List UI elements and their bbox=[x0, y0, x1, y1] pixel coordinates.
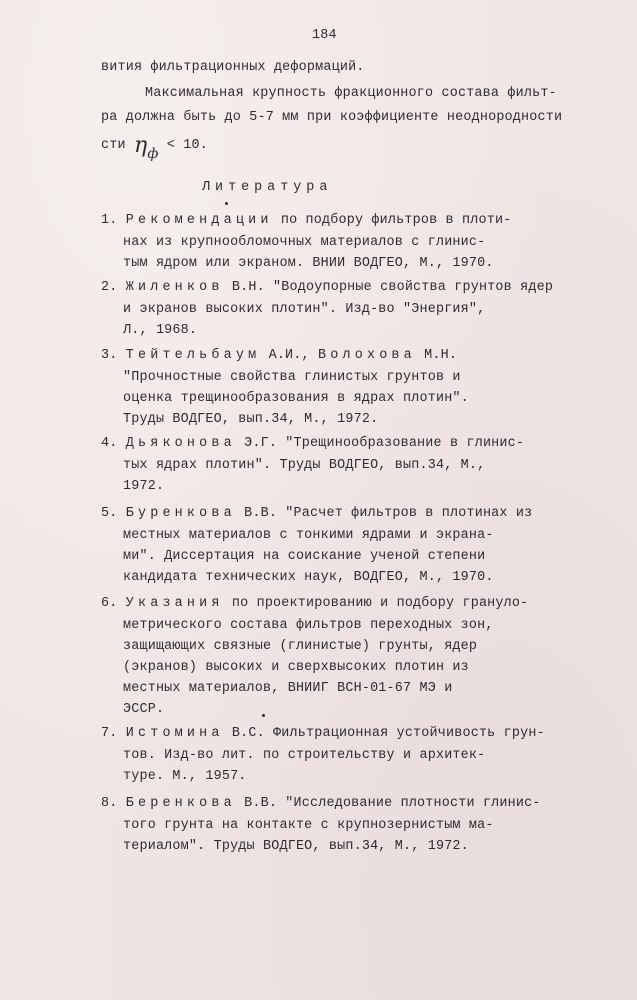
reference-4-number: 4. bbox=[101, 436, 118, 451]
reference-7-number: 7. bbox=[101, 726, 118, 741]
reference-6-line-6: ЭССР. bbox=[123, 702, 165, 717]
reference-4-line-2: тых ядрах плотин". Труды ВОДГЕО, вып.34, М., bbox=[123, 458, 486, 473]
reference-2-text: В.Н. "Водоупорные свойства грунтов ядер bbox=[231, 280, 554, 295]
reference-1-line-1 bbox=[101, 213, 511, 229]
reference-8-line-1 bbox=[101, 796, 541, 812]
eta-subscript: ф bbox=[147, 146, 159, 162]
reference-3-coauthor-initials: М.Н. bbox=[424, 348, 458, 363]
reference-7-line-1 bbox=[101, 726, 545, 742]
references-heading: Литература bbox=[202, 180, 333, 195]
reference-6-author: Указания bbox=[125, 596, 224, 611]
intro-line-4-suffix: < 10. bbox=[166, 138, 208, 153]
reference-7-text: В.С. Фильтрационная устойчивость грун- bbox=[231, 726, 545, 741]
reference-1-text: по подбору фильтров в плоти- bbox=[280, 213, 512, 228]
reference-3-coauthor: Волохова bbox=[318, 348, 416, 363]
reference-1-line-2: нах из крупнообломочных материалов с глинис- bbox=[123, 235, 486, 250]
reference-7-line-2: тов. Изд-во лит. по строительству и архитек- bbox=[123, 748, 486, 763]
reference-8-author: Беренкова bbox=[125, 796, 236, 811]
reference-2-number: 2. bbox=[101, 280, 118, 295]
reference-3-line-3: оценка трещинообразования в ядрах плотин". bbox=[123, 391, 469, 406]
reference-4-line-1 bbox=[101, 436, 524, 452]
reference-5-line-4: кандидата технических наук, ВОДГЕО, М., 1970. bbox=[123, 570, 494, 585]
reference-5-author: Буренкова bbox=[125, 506, 236, 521]
reference-8-number: 8. bbox=[101, 796, 118, 811]
reference-1-number: 1. bbox=[101, 213, 118, 228]
eta-symbol: η bbox=[133, 133, 148, 158]
reference-2-line-1 bbox=[101, 280, 553, 296]
reference-8-line-3: териалом". Труды ВОДГЕО, вып.34, М., 1972. bbox=[123, 839, 469, 854]
reference-6-line-1 bbox=[101, 596, 528, 612]
reference-6-number: 6. bbox=[101, 596, 118, 611]
intro-line-2: Максимальная крупность фракционного состава фильт- bbox=[145, 86, 557, 101]
reference-3-number: 3. bbox=[101, 348, 118, 363]
page-number: 184 bbox=[312, 28, 337, 43]
reference-1-line-3: тым ядром или экраном. ВНИИ ВОДГЕО, М., 1970. bbox=[123, 256, 494, 271]
reference-2-line-2: и экранов высоких плотин". Изд-во "Энергия", bbox=[123, 302, 486, 317]
reference-5-line-1 bbox=[101, 506, 532, 522]
reference-3-line-1 bbox=[101, 348, 457, 364]
intro-line-1: вития фильтрационных деформаций. bbox=[101, 60, 365, 75]
reference-6-line-5: местных материалов, ВНИИГ ВСН-01-67 МЭ и bbox=[123, 681, 453, 696]
reference-3-line-2: "Прочностные свойства глинистых грунтов и bbox=[123, 370, 461, 385]
reference-7-author: Истомина bbox=[125, 726, 224, 741]
reference-6-line-4: (экранов) высоких и сверхвысоких плотин из bbox=[123, 660, 469, 675]
reference-6-line-2: метрического состава фильтров переходных зон, bbox=[123, 618, 494, 633]
reference-2-author: Жиленков bbox=[125, 280, 224, 295]
reference-2-line-3: Л., 1968. bbox=[123, 323, 198, 338]
reference-8-text: В.В. "Исследование плотности глинис- bbox=[244, 796, 541, 811]
intro-line-4 bbox=[101, 133, 208, 162]
ink-dot bbox=[262, 714, 265, 717]
intro-line-3: ра должна быть до 5-7 мм при коэффициенте неоднородности bbox=[101, 110, 563, 125]
reference-3-author: Тейтельбаум bbox=[125, 348, 261, 363]
reference-4-text: Э.Г. "Трещинообразование в глинис- bbox=[244, 436, 525, 451]
reference-6-text: по проектированию и подбору грануло- bbox=[231, 596, 529, 611]
reference-1-author: Рекомендации bbox=[125, 213, 273, 228]
reference-3-initials: А.И., bbox=[268, 348, 310, 363]
reference-4-author: Дьяконова bbox=[125, 436, 236, 451]
intro-line-4-prefix: сти bbox=[101, 138, 126, 153]
reference-6-line-3: защищающих связные (глинистые) грунты, ядер bbox=[123, 639, 478, 654]
ink-dot bbox=[225, 202, 228, 205]
reference-4-line-3: 1972. bbox=[123, 479, 165, 494]
reference-7-line-3: туре. М., 1957. bbox=[123, 769, 247, 784]
reference-5-line-2: местных материалов с тонкими ядрами и экрана- bbox=[123, 528, 494, 543]
reference-5-line-3: ми". Диссертация на соискание ученой степени bbox=[123, 549, 486, 564]
reference-5-text: В.В. "Расчет фильтров в плотинах из bbox=[244, 506, 533, 521]
reference-5-number: 5. bbox=[101, 506, 118, 521]
reference-3-line-4: Труды ВОДГЕО, вып.34, М., 1972. bbox=[123, 412, 379, 427]
reference-8-line-2: того грунта на контакте с крупнозернистым ма- bbox=[123, 818, 494, 833]
